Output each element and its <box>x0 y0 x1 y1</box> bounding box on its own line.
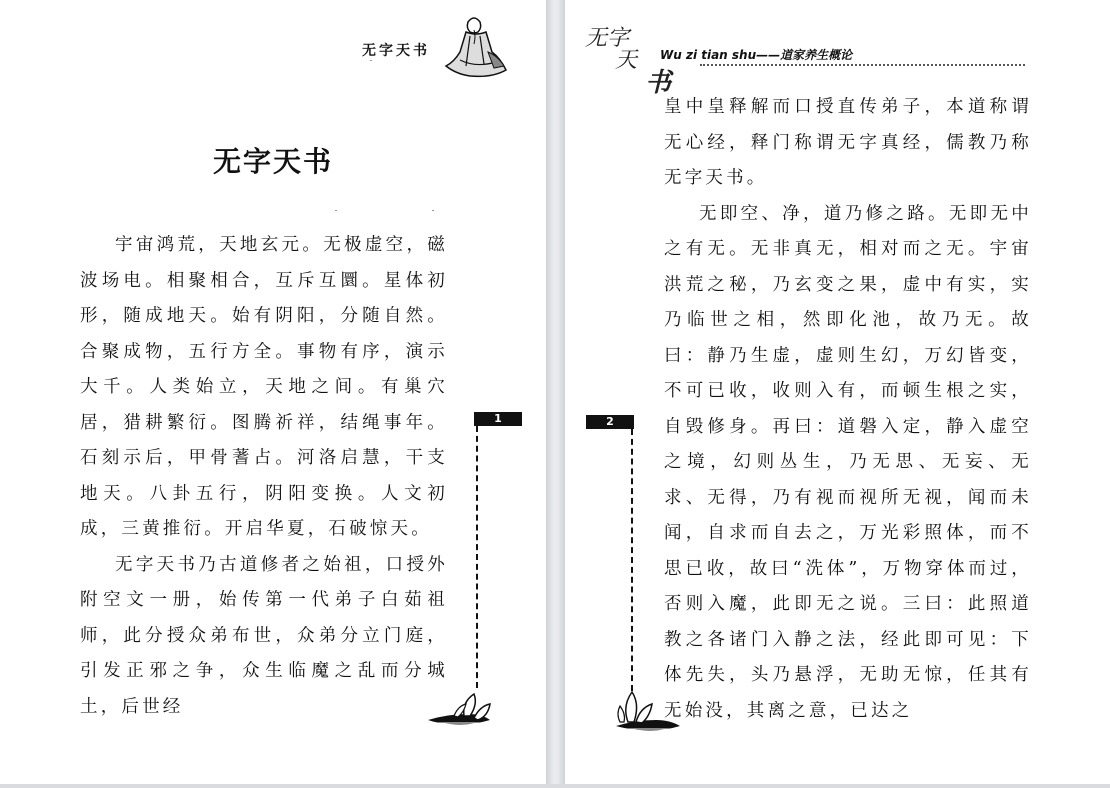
paragraph: 无字天书乃古道修者之始祖，口授外附空文一册，始传第一代弟子白茹祖师，此分授众弟布世，众弟分立门庭，引发正邪之争，众生临魔之乱而分城土，后世经 <box>80 554 448 717</box>
paragraph: 皇中皇释解而口授直传弟子，本道称谓无心经，释门称谓无字真经，儒教乃称无字天书。 <box>664 97 1032 188</box>
chapter-title: 无字天书 <box>212 145 333 178</box>
header-dotted-rule <box>700 64 1025 66</box>
calligraphy-line: 天 <box>615 48 638 73</box>
paragraph: 宇宙鸿荒，天地玄元。无极虚空，磁波场电。相聚相合，互斥互圜。星体初形，随成地天。始有阴阳，分随自然。合聚成物，五行方全。事物有序，演示大千。人类始立，天地之间。有巢穴居，猎耕繁衍。图腾祈祥，结绳事年。石刻示后，甲骨蓍占。河洛启慧，干支地天。八卦五行，阴阳变换。人文初成，三黄推衍。开启华夏，石破惊天。 <box>80 235 448 539</box>
page-number-dashed-line <box>476 426 478 688</box>
running-head: 无字天书 <box>362 43 430 59</box>
leaf-ornament-icon <box>614 690 682 732</box>
page-bottom-edge <box>0 784 1110 788</box>
page-number: 1 <box>474 412 522 426</box>
right-body-text <box>664 90 1032 729</box>
sage-figure-illustration <box>440 12 510 82</box>
left-page <box>0 0 546 788</box>
running-head: Wu zi tian shu——道家养生概论 <box>660 48 853 62</box>
left-body-text <box>80 228 448 725</box>
page-number: 2 <box>586 415 634 429</box>
calligraphy-line: 书 <box>645 68 672 98</box>
calligraphy-line: 无字 <box>585 26 630 51</box>
leaf-ornament-icon <box>424 690 492 726</box>
speck <box>370 60 372 61</box>
page-gutter <box>546 0 565 788</box>
page-number-dashed-line <box>631 429 633 691</box>
paragraph: 无即空、净，道乃修之路。无即无中之有无。无非真无，相对而之无。宇宙洪荒之秘，乃玄变之果，虚中有实，实乃临世之相，然即化池，故乃无。故曰：静乃生虚，虚则生幻，万幻皆变，不可已收，收则入有，而顿生根之实，自毁修身。再曰：道磐入定，静入虚空之境，幻则丛生，乃无思、无妄、无求、无得，乃有视而视所无视，闻而未闻，自求而自去之，万光彩照体，而不思已收，故曰“洗体”，万物穿体而过，否则入魔，此即无之说。三曰：此照道教之各诸门入静之法，经此即可见：下体先失，头乃悬浮，无助无惊，任其有无始没，其离之意，已达之 <box>664 203 1032 721</box>
speck <box>335 210 337 211</box>
speck <box>432 210 434 211</box>
calligraphy-title <box>585 26 672 98</box>
